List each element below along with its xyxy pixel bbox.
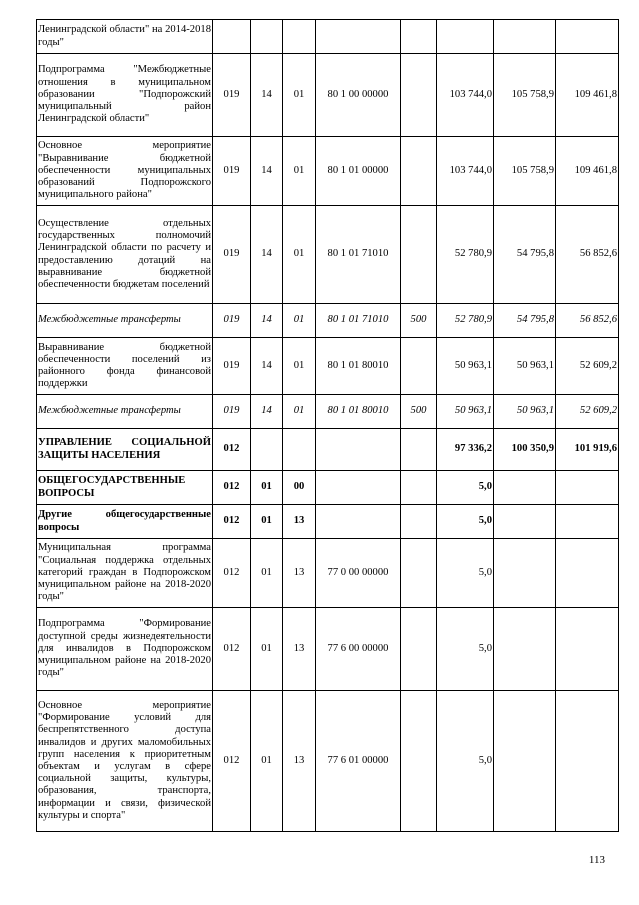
subsection-code: 00 <box>283 471 316 505</box>
amount-year-3: 109 461,8 <box>556 137 619 206</box>
table-row <box>37 304 619 338</box>
row-name: Межбюджетные трансферты <box>37 395 213 429</box>
subsection-code <box>283 429 316 471</box>
table-row <box>37 395 619 429</box>
amount-year-1: 103 744,0 <box>437 137 494 206</box>
ved-code: 012 <box>213 691 251 832</box>
row-name: Выравнивание бюджетной обеспеченности поселений из районного фонда финансовой поддержки <box>37 338 213 395</box>
amount-year-3 <box>556 471 619 505</box>
section-code: 14 <box>251 206 283 304</box>
subsection-code: 01 <box>283 338 316 395</box>
amount-year-3 <box>556 608 619 691</box>
amount-year-2 <box>494 505 556 539</box>
expense-type-code <box>401 137 437 206</box>
subsection-code: 13 <box>283 608 316 691</box>
target-article-code: 77 6 00 00000 <box>316 608 401 691</box>
ved-code: 019 <box>213 206 251 304</box>
amount-year-1: 5,0 <box>437 539 494 608</box>
amount-year-1: 5,0 <box>437 505 494 539</box>
ved-code: 019 <box>213 137 251 206</box>
expense-type-code <box>401 20 437 54</box>
target-article-code: 80 1 01 80010 <box>316 395 401 429</box>
amount-year-2: 105 758,9 <box>494 137 556 206</box>
amount-year-1: 103 744,0 <box>437 54 494 137</box>
target-article-code: 77 0 00 00000 <box>316 539 401 608</box>
ved-code: 012 <box>213 505 251 539</box>
amount-year-2: 54 795,8 <box>494 304 556 338</box>
amount-year-1: 50 963,1 <box>437 395 494 429</box>
section-code: 01 <box>251 539 283 608</box>
expense-type-code <box>401 691 437 832</box>
table-row <box>37 539 619 608</box>
amount-year-1: 5,0 <box>437 471 494 505</box>
amount-year-2: 54 795,8 <box>494 206 556 304</box>
target-article-code <box>316 20 401 54</box>
ved-code: 019 <box>213 338 251 395</box>
amount-year-2 <box>494 691 556 832</box>
subsection-code: 01 <box>283 395 316 429</box>
row-name: Другие общегосударственные вопросы <box>37 505 213 539</box>
amount-year-2 <box>494 539 556 608</box>
expense-type-code <box>401 338 437 395</box>
table-row <box>37 691 619 832</box>
row-name: УПРАВЛЕНИЕ СОЦИАЛЬНОЙ ЗАЩИТЫ НАСЕЛЕНИЯ <box>37 429 213 471</box>
expense-type-code <box>401 206 437 304</box>
subsection-code: 01 <box>283 206 316 304</box>
page-number: 113 <box>588 854 605 866</box>
row-name: Подпрограмма "Формирование доступной среды жизнедеятельности для инвалидов в Подпорожском муниципальном районе на 2018-2020 годы" <box>37 608 213 691</box>
amount-year-1: 52 780,9 <box>437 304 494 338</box>
ved-code: 012 <box>213 429 251 471</box>
amount-year-3 <box>556 505 619 539</box>
subsection-code <box>283 20 316 54</box>
amount-year-2 <box>494 20 556 54</box>
amount-year-3: 56 852,6 <box>556 304 619 338</box>
expense-type-code <box>401 54 437 137</box>
budget-table-body <box>37 20 619 832</box>
expense-type-code <box>401 429 437 471</box>
section-code: 01 <box>251 505 283 539</box>
expense-type-code <box>401 471 437 505</box>
amount-year-3: 52 609,2 <box>556 338 619 395</box>
amount-year-1: 5,0 <box>437 691 494 832</box>
section-code: 14 <box>251 304 283 338</box>
table-row <box>37 20 619 54</box>
amount-year-3: 101 919,6 <box>556 429 619 471</box>
amount-year-3: 56 852,6 <box>556 206 619 304</box>
subsection-code: 13 <box>283 505 316 539</box>
expense-type-code <box>401 505 437 539</box>
section-code: 01 <box>251 471 283 505</box>
amount-year-2 <box>494 608 556 691</box>
amount-year-3: 109 461,8 <box>556 54 619 137</box>
subsection-code: 13 <box>283 539 316 608</box>
target-article-code: 80 1 00 00000 <box>316 54 401 137</box>
amount-year-1: 52 780,9 <box>437 206 494 304</box>
section-code <box>251 20 283 54</box>
subsection-code: 01 <box>283 54 316 137</box>
section-code: 14 <box>251 137 283 206</box>
ved-code: 012 <box>213 471 251 505</box>
target-article-code: 80 1 01 71010 <box>316 206 401 304</box>
expense-type-code <box>401 608 437 691</box>
table-row <box>37 137 619 206</box>
row-name: Подпрограмма "Межбюджетные отношения в муниципальном образовании "Подпорожский муниципальный район Ленинградской области" <box>37 54 213 137</box>
subsection-code: 01 <box>283 304 316 338</box>
row-name: Основное мероприятие "Выравнивание бюджетной обеспеченности муниципальных образований Подпорожского муниципального района" <box>37 137 213 206</box>
subsection-code: 13 <box>283 691 316 832</box>
ved-code: 019 <box>213 54 251 137</box>
amount-year-1 <box>437 20 494 54</box>
row-name: Основное мероприятие "Формирование условий для беспрепятственного доступа инвалидов и других маломобильных групп населения к приоритетным объектам и услугам в сфере социальной защиты, культуры, образования, транспорта, информации и связи, физической культуры и спорта" <box>37 691 213 832</box>
amount-year-3 <box>556 691 619 832</box>
ved-code: 012 <box>213 539 251 608</box>
amount-year-3: 52 609,2 <box>556 395 619 429</box>
target-article-code: 80 1 01 00000 <box>316 137 401 206</box>
amount-year-3 <box>556 539 619 608</box>
table-row <box>37 54 619 137</box>
table-row <box>37 505 619 539</box>
section-code: 01 <box>251 691 283 832</box>
section-code: 14 <box>251 54 283 137</box>
ved-code: 019 <box>213 395 251 429</box>
target-article-code: 80 1 01 71010 <box>316 304 401 338</box>
section-code <box>251 429 283 471</box>
amount-year-1: 5,0 <box>437 608 494 691</box>
row-name: Осуществление отдельных государственных полномочий Ленинградской области по расчету и предоставлению дотаций на выравнивание бюджетной обеспеченности бюджетам поселений <box>37 206 213 304</box>
target-article-code <box>316 471 401 505</box>
target-article-code <box>316 505 401 539</box>
ved-code <box>213 20 251 54</box>
row-name: Муниципальная программа "Социальная поддержка отдельных категорий граждан в Подпорожском муниципальном районе на 2018-2020 годы" <box>37 539 213 608</box>
amount-year-3 <box>556 20 619 54</box>
amount-year-1: 97 336,2 <box>437 429 494 471</box>
subsection-code: 01 <box>283 137 316 206</box>
row-name: Ленинградской области" на 2014-2018 годы" <box>37 20 213 54</box>
section-code: 14 <box>251 395 283 429</box>
row-name: ОБЩЕГОСУДАРСТВЕННЫЕ ВОПРОСЫ <box>37 471 213 505</box>
amount-year-2 <box>494 471 556 505</box>
table-row <box>37 338 619 395</box>
amount-year-2: 50 963,1 <box>494 338 556 395</box>
target-article-code: 80 1 01 80010 <box>316 338 401 395</box>
amount-year-1: 50 963,1 <box>437 338 494 395</box>
target-article-code: 77 6 01 00000 <box>316 691 401 832</box>
ved-code: 019 <box>213 304 251 338</box>
section-code: 14 <box>251 338 283 395</box>
table-row <box>37 471 619 505</box>
amount-year-2: 105 758,9 <box>494 54 556 137</box>
table-row <box>37 429 619 471</box>
expense-type-code: 500 <box>401 395 437 429</box>
target-article-code <box>316 429 401 471</box>
table-row <box>37 206 619 304</box>
table-row <box>37 608 619 691</box>
row-name: Межбюджетные трансферты <box>37 304 213 338</box>
section-code: 01 <box>251 608 283 691</box>
budget-table <box>36 19 619 832</box>
ved-code: 012 <box>213 608 251 691</box>
expense-type-code <box>401 539 437 608</box>
amount-year-2: 50 963,1 <box>494 395 556 429</box>
expense-type-code: 500 <box>401 304 437 338</box>
amount-year-2: 100 350,9 <box>494 429 556 471</box>
